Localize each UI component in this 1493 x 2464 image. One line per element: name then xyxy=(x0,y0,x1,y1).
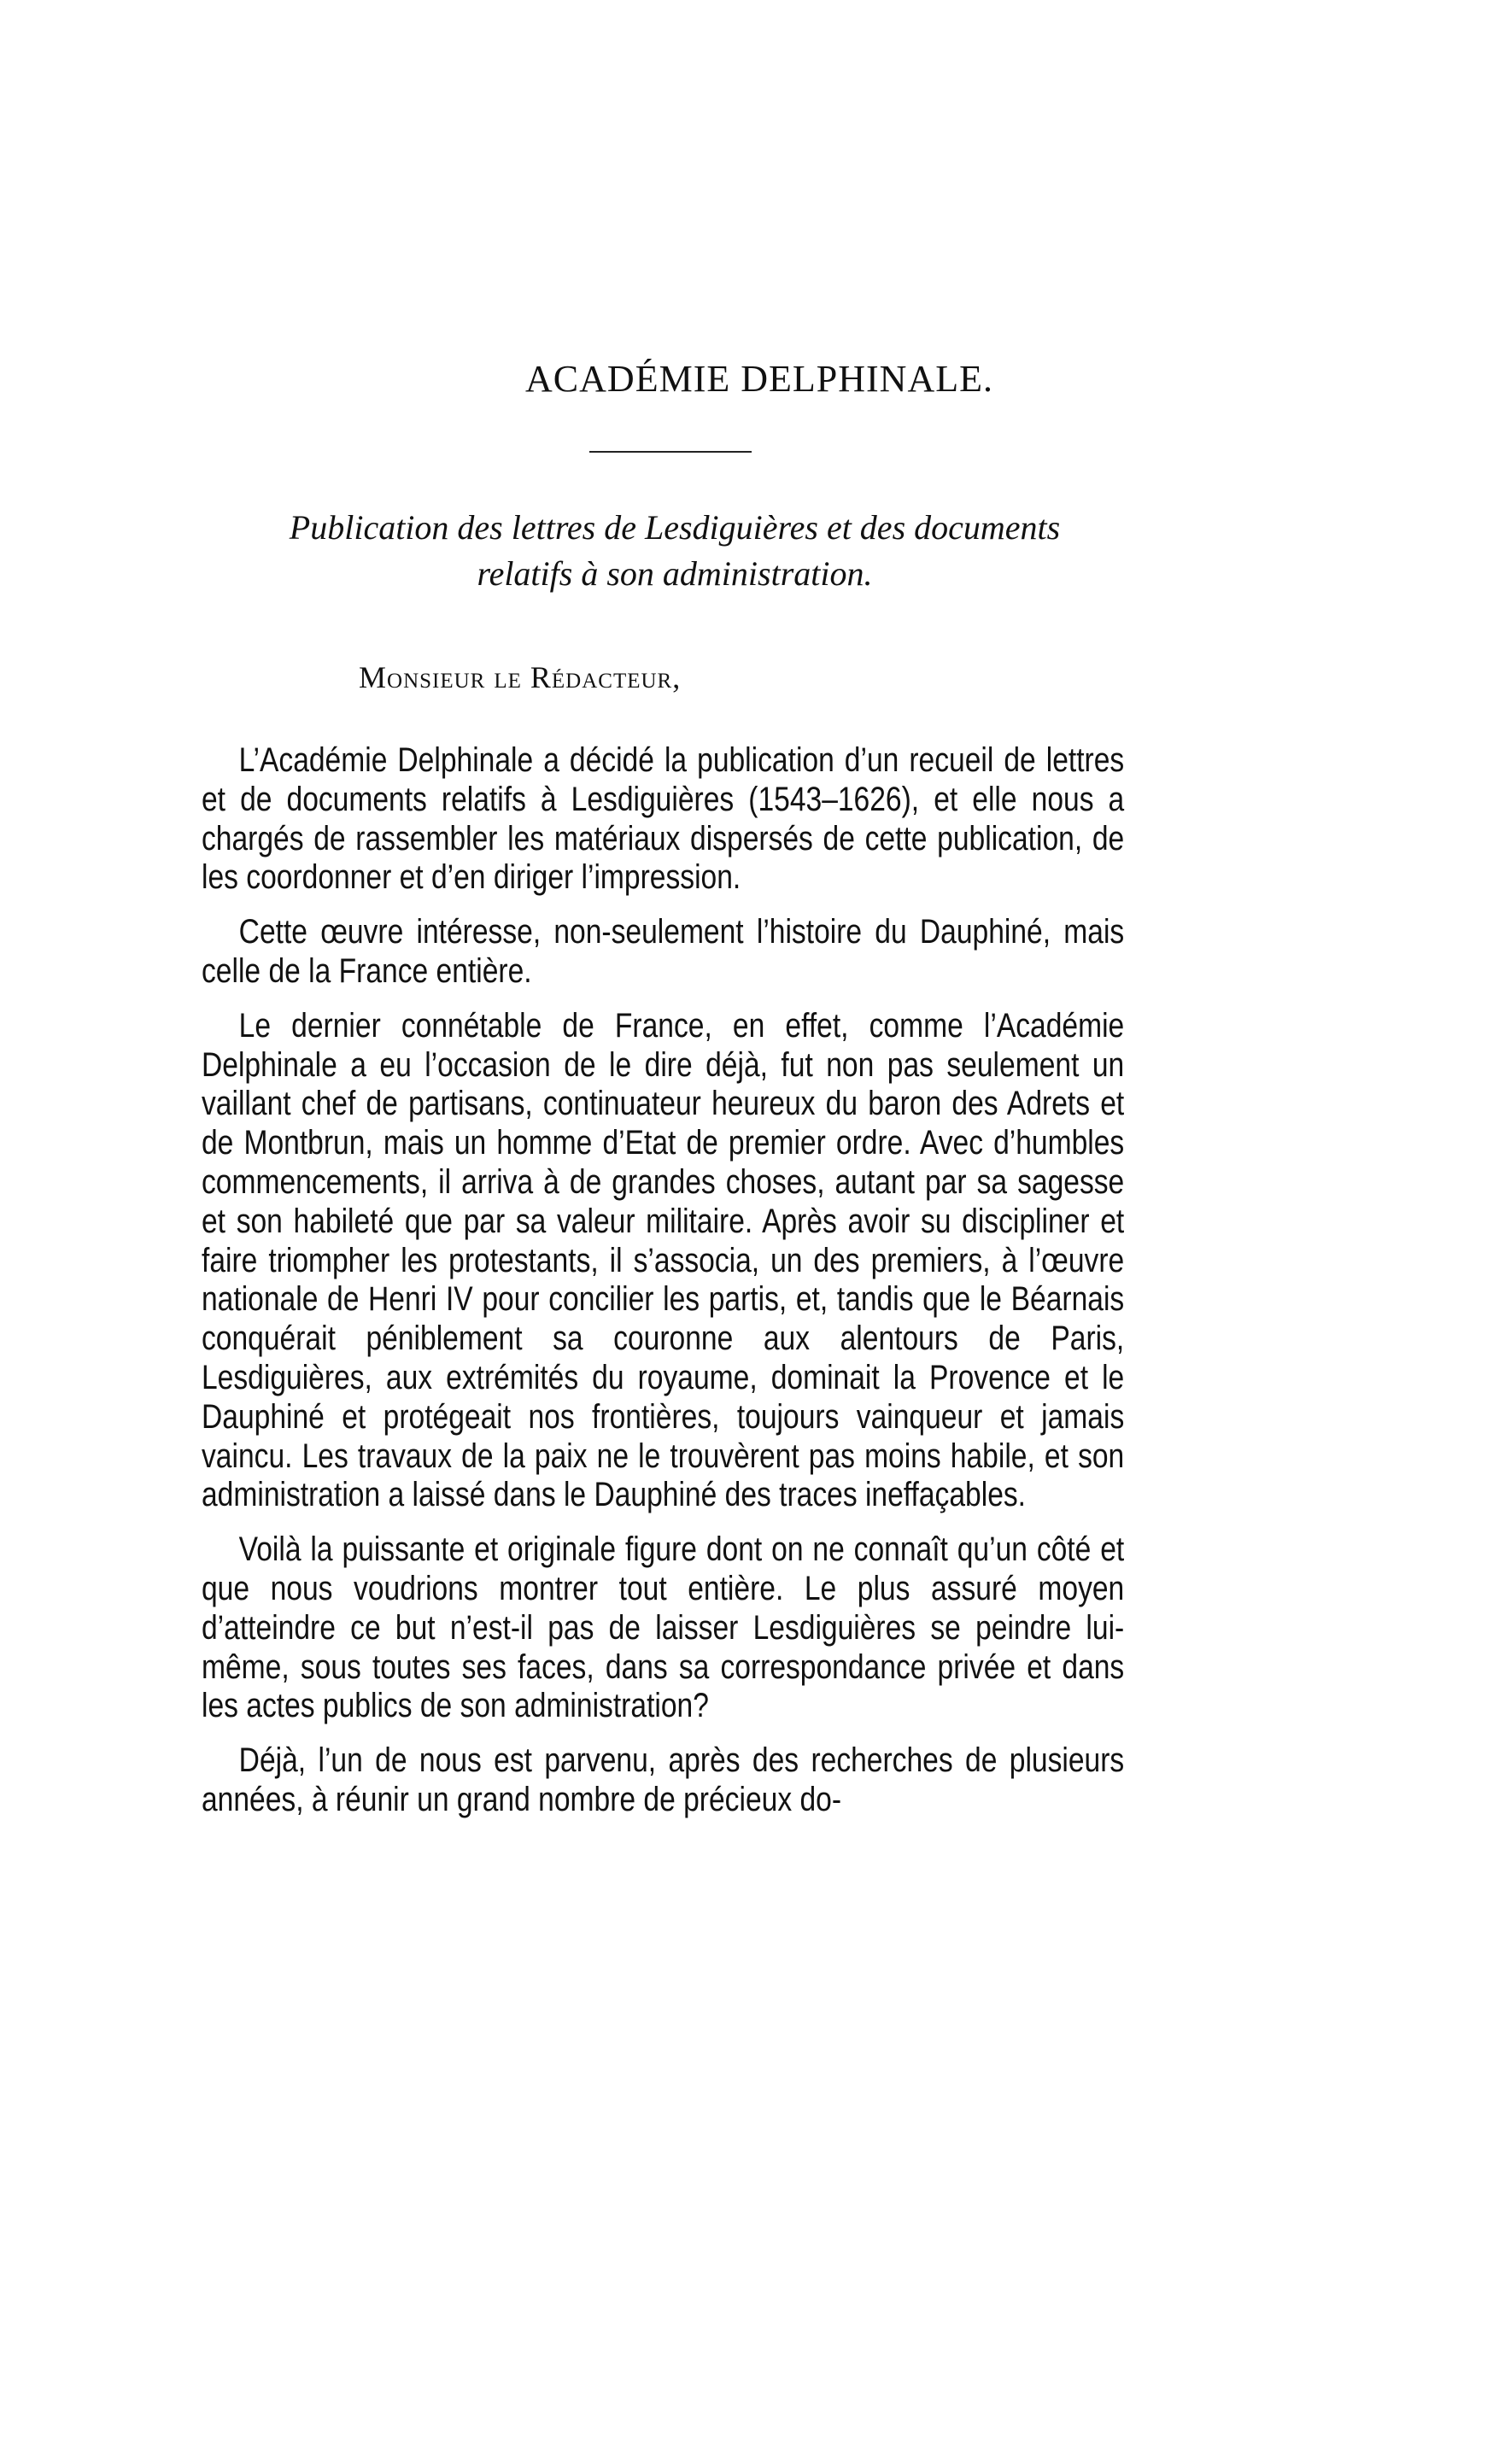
paragraph: Voilà la puissante et originale figure dont on ne connaît qu’un côté et que nous voudrions montrer tout entière. Le plus assuré moyen d’atteindre ce but n’est-il pas de laisser Lesdiguières se peindre lui-même, sous toutes ses faces, dans sa correspondance privée et dans les actes publics de son administration? xyxy=(202,1530,1125,1725)
subtitle-line-2: relatifs à son administration. xyxy=(477,554,873,593)
paragraph: L’Académie Delphinale a décidé la publication d’un recueil de lettres et de documents relatifs à Lesdiguières (1543–1626), et elle nous a chargés de rassembler les matériaux dispersés de cette publication, de les coordonner et d’en diriger l’impression. xyxy=(202,741,1125,897)
paragraph: Le dernier connétable de France, en effet, comme l’Académie Delphinale a eu l’occasion de le dire déjà, fut non pas seulement un vaillant chef de partisans, continuateur heureux du baron des Adrets et de Montbrun, mais un homme d’Etat de premier ordre. Avec d’humbles commencements, il arriva à de grandes choses, autant par sa sagesse et son habileté que par sa valeur militaire. Après avoir su discipliner et faire triompher les protestants, il s’associa, un des premiers, à l’œuvre nationale de Henri IV pour concilier les partis, et, tandis que le Béarnais conquérait péniblement sa couronne aux alentours de Paris, Lesdiguières, aux extrémités du royaume, dominait la Provence et le Dauphiné et protégeait nos frontières, toujours vainqueur et jamais vaincu. Les travaux de la paix ne le trouvèrent pas moins habile, et son administration a laissé dans le Dauphiné des traces ineffaçables. xyxy=(202,1006,1125,1514)
salutation: Monsieur le Rédacteur, xyxy=(359,660,682,694)
paragraph: Cette œuvre intéresse, non-seulement l’histoire du Dauphiné, mais celle de la France entière. xyxy=(202,913,1125,990)
title-divider xyxy=(589,451,752,453)
page-title: ACADÉMIE DELPHINALE. xyxy=(525,358,993,400)
paragraph: Déjà, l’un de nous est parvenu, après des recherches de plusieurs années, à réunir un grand nombre de précieux do- xyxy=(202,1741,1125,1818)
letter-body xyxy=(202,741,1125,1835)
subtitle-line-1: Publication des lettres de Lesdiguières et des documents xyxy=(289,508,1061,547)
